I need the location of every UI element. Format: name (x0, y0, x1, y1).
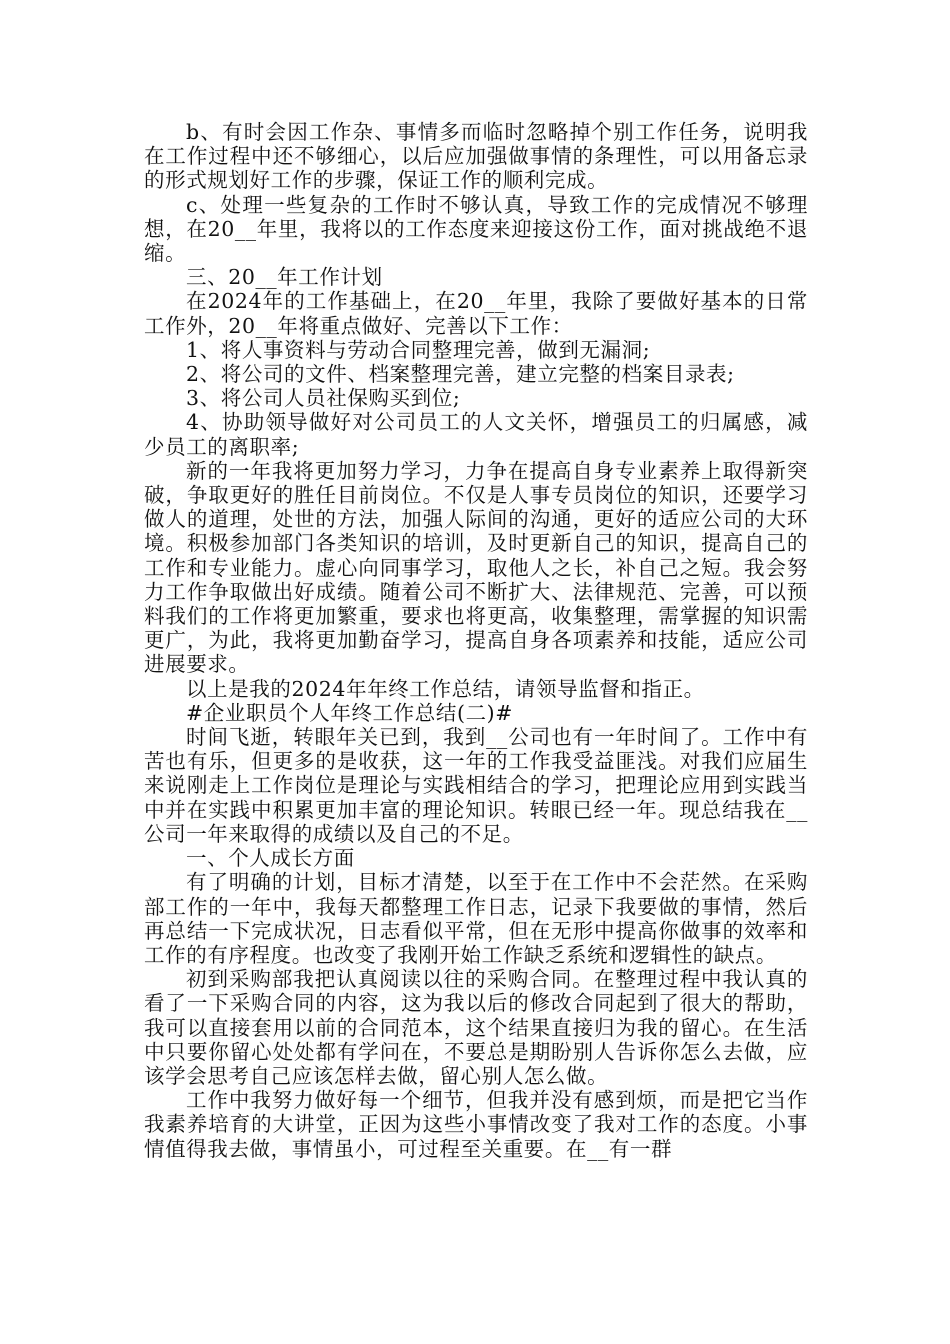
section-heading-work-plan: 三、20__年工作计划 (186, 265, 383, 290)
section-heading-personal-growth: 一、个人成长方面 (186, 846, 355, 871)
list-item-4: 4、协助领导做好对公司员工的人文关怀，增强员工的归属感，减少员工的离职率; (144, 410, 808, 459)
document-body (144, 120, 808, 1161)
paragraph-plan-goal: 有了明确的计划，目标才清楚，以至于在工作中不会茫然。在采购部工作的一年中，我每天都整理工作日志，记录下我要做的事情，然后再总结一下完成状况，日志看似平常，但在无形中提高你做事的效率和工作的有序程度。也改变了我刚开始工作缺乏系统和逻辑性的缺点。 (144, 870, 808, 967)
paragraph-contracts: 初到采购部我把认真阅读以往的采购合同。在整理过程中我认真的看了一下采购合同的内容，这为我以后的修改合同起到了很大的帮助，我可以直接套用以前的合同范本，这个结果直接归为我的留心。在生活中只要你留心处处都有学问在，不要总是期盼别人告诉你怎么去做，应该学会思考自己应该怎样去做，留心别人怎么做。 (144, 967, 808, 1088)
paragraph-time-flies: 时间飞逝，转眼年关已到，我到__公司也有一年时间了。工作中有苦也有乐，但更多的是收获，这一年的工作我受益匪浅。对我们应届生来说刚走上工作岗位是理论与实践相结合的学习，把理论应用到实践当中并在实践中积累更加丰富的理论知识。转眼已经一年。现总结我在__公司一年来取得的成绩以及自己的不足。 (144, 725, 808, 846)
paragraph-item-c: c、处理一些复杂的工作时不够认真，导致工作的完成情况不够理想，在20__年里，我将以的工作态度来迎接这份工作，面对挑战绝不退缩。 (144, 192, 808, 266)
paragraph-plan-intro: 在2024年的工作基础上，在20__年里，我除了要做好基本的日常工作外，20__年将重点做好、完善以下工作： (144, 289, 808, 338)
list-item-1: 1、将人事资料与劳动合同整理完善，做到无漏洞; (186, 337, 651, 362)
paragraph-closing: 以上是我的2024年年终工作总结，请领导监督和指正。 (186, 676, 705, 701)
list-item-3: 3、将公司人员社保购买到位; (186, 386, 461, 411)
section-title-summary-two: #企业职员个人年终工作总结(二)# (186, 700, 514, 725)
paragraph-details: 工作中我努力做好每一个细节，但我并没有感到烦，而是把它当作我素养培育的大讲堂，正因为这些小事情改变了我对工作的态度。小事情值得我去做，事情虽小，可过程至关重要。在__有一群 (144, 1088, 808, 1161)
paragraph-new-year: 新的一年我将更加努力学习，力争在提高自身专业素养上取得新突破，争取更好的胜任目前岗位。不仅是人事专员岗位的知识，还要学习做人的道理，处世的方法，加强人际间的沟通，更好的适应公司的大环境。积极参加部门各类知识的培训，及时更新自己的知识，提高自己的工作和专业能力。虚心向同事学习，取他人之长，补自己之短。我会努力工作争取做出好成绩。随着公司不断扩大、法律规范、完善，可以预料我们的工作将更加繁重，要求也将更高，收集整理，需掌握的知识需更广，为此，我将更加勤奋学习，提高自身各项素养和技能，适应公司进展要求。 (144, 458, 808, 677)
paragraph-item-b: b、有时会因工作杂、事情多而临时忽略掉个别工作任务，说明我在工作过程中还不够细心，以后应加强做事情的条理性，可以用备忘录的形式规划好工作的步骤，保证工作的顺利完成。 (144, 120, 808, 193)
list-item-2: 2、将公司的文件、档案整理完善，建立完整的档案目录表; (186, 362, 735, 387)
